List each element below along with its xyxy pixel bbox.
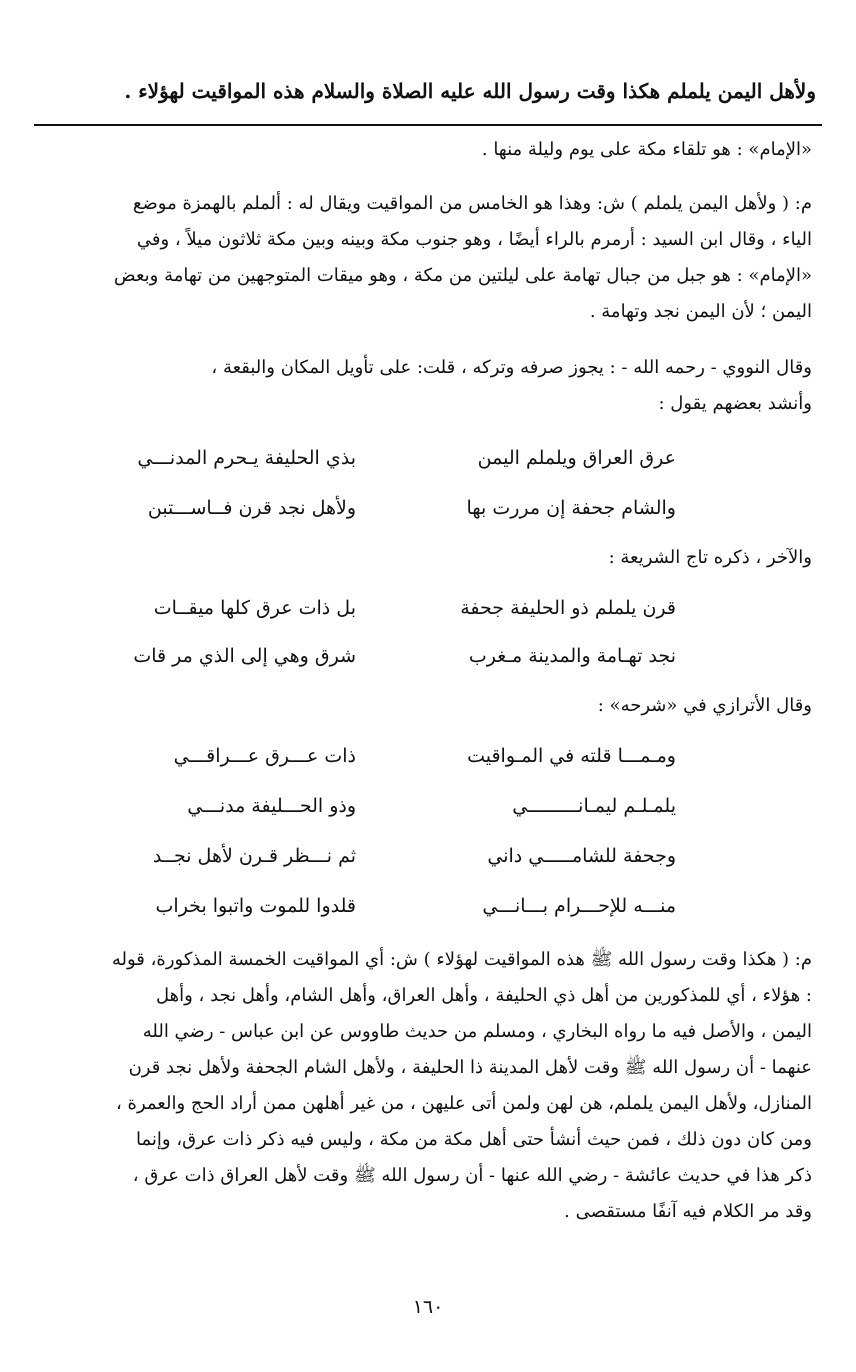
verse-hemistich-second: ثم نـــظر قـرن لأهل نجــد <box>152 845 356 867</box>
text-line: «الإمام» : هو جبل من جبال تهامة على ليلتين من مكة ، وهو ميقات المتوجهين من تهامة وبعض <box>113 265 812 286</box>
text-line: والآخر ، ذكره تاج الشريعة : <box>608 547 812 568</box>
header-rule <box>34 124 822 126</box>
text-line: ذكر هذا في حديث عائشة - رضي الله عنها - أن رسول الله ﷺ وقت لأهل العراق ذات عرق ، <box>132 1165 812 1186</box>
poem-verse <box>60 836 796 876</box>
verse-hemistich-first: وجحفة للشامـــــي داني <box>487 845 676 867</box>
verse-hemistich-second: ذات عـــرق عـــراقـــي <box>173 745 356 767</box>
verse-hemistich-first: عرق العراق ويلملم اليمن <box>477 447 676 469</box>
text-line: ومن كان دون ذلك ، فمن حيث أنشأ حتى أهل مكة من مكة ، وليس فيه ذكر ذات عرق، وإنما <box>136 1129 812 1150</box>
poem-verse <box>60 636 796 676</box>
verse-hemistich-second: قلدوا للموت واتبوا بخراب <box>155 895 356 917</box>
intro-line <box>36 688 812 724</box>
intro-line <box>36 540 812 576</box>
text-line: : هؤلاء ، أي للمذكورين من أهل ذي الحليفة ، وأهل العراق، وأهل الشام، وأهل نجد ، وأهل <box>156 985 812 1006</box>
verse-hemistich-first: منـــه للإحـــرام بـــانـــي <box>482 895 676 917</box>
matn-header: ولأهل اليمن يلملم هكذا وقت رسول الله عليه الصلاة والسلام هذه المواقيت لهؤلاء . <box>124 79 816 103</box>
poem-verse <box>60 588 796 628</box>
verse-hemistich-second: بذي الحليفة يـحرم المدنـــي <box>137 447 356 469</box>
paragraph-2 <box>36 186 812 330</box>
poem-verse <box>60 736 796 776</box>
poem-verse <box>60 438 796 478</box>
text-line: وقال الأترازي في «شرحه» : <box>597 695 812 716</box>
text-line: الياء ، وقال ابن السيد : أرمرم بالراء أيضًا ، وهو جنوب مكة وبينه وبين مكة ثلاثون ميلاً ، وفي <box>136 229 812 250</box>
text-line: «الإمام» : هو تلقاء مكة على يوم وليلة منها . <box>481 139 812 160</box>
verse-hemistich-second: بل ذات عرق كلها ميقــات <box>153 597 356 619</box>
text-line: وأنشد بعضهم يقول : <box>658 393 812 414</box>
page-number: ١٦٠ <box>412 1296 444 1318</box>
text-line: المنازل، ولأهل اليمن يلملم، هن لهن ولمن أتى عليهن ، من غير أهلهن ممن أراد الحج والعمرة ، <box>116 1093 812 1114</box>
verse-hemistich-second: شرق وهي إلى الذي مر قات <box>133 645 356 667</box>
verse-hemistich-first: ومـمـــا قلته في المـواقيت <box>467 745 676 767</box>
text-line: اليمن ، والأصل فيه ما رواه البخاري ، ومسلم من حديث طاووس عن ابن عباس - رضي الله <box>142 1021 812 1042</box>
text-line: وقال النووي - رحمه الله - : يجوز صرفه وتركه ، قلت: على تأويل المكان والبقعة ، <box>211 357 812 378</box>
verse-hemistich-first: يلمـلـم ليمـانـــــــــي <box>512 795 676 817</box>
text-line: وقد مر الكلام فيه آنفًا مستقصى . <box>564 1201 812 1222</box>
text-line: م: ( هكذا وقت رسول الله ﷺ هذه المواقيت لهؤلاء ) ش: أي المواقيت الخمسة المذكورة، قوله <box>111 949 812 970</box>
text-line: عنهما - أن رسول الله ﷺ وقت لأهل المدينة ذا الحليفة ، ولأهل الشام الجحفة ولأهل نجد قرن <box>128 1057 812 1078</box>
paragraph-3 <box>36 350 812 422</box>
paragraph-1 <box>36 132 812 168</box>
poem-verse <box>60 786 796 826</box>
poem-verse <box>60 886 796 926</box>
text-line: م: ( ولأهل اليمن يلملم ) ش: وهذا هو الخامس من المواقيت ويقال له : ألملم بالهمزة موضع <box>132 193 812 214</box>
paragraph-4 <box>36 942 812 1230</box>
verse-hemistich-second: وذو الحـــليفة مدنـــي <box>187 795 356 817</box>
verse-hemistich-first: والشام جحفة إن مررت بها <box>466 497 676 519</box>
verse-hemistich-first: قرن يلملم ذو الحليفة جحفة <box>460 597 676 619</box>
poem-verse <box>60 488 796 528</box>
text-line: اليمن ؛ لأن اليمن نجد وتهامة . <box>589 301 812 322</box>
verse-hemistich-second: ولأهل نجد قرن فــاســـتبن <box>147 497 356 519</box>
verse-hemistich-first: نجد تهـامة والمدينة مـغرب <box>468 645 676 667</box>
